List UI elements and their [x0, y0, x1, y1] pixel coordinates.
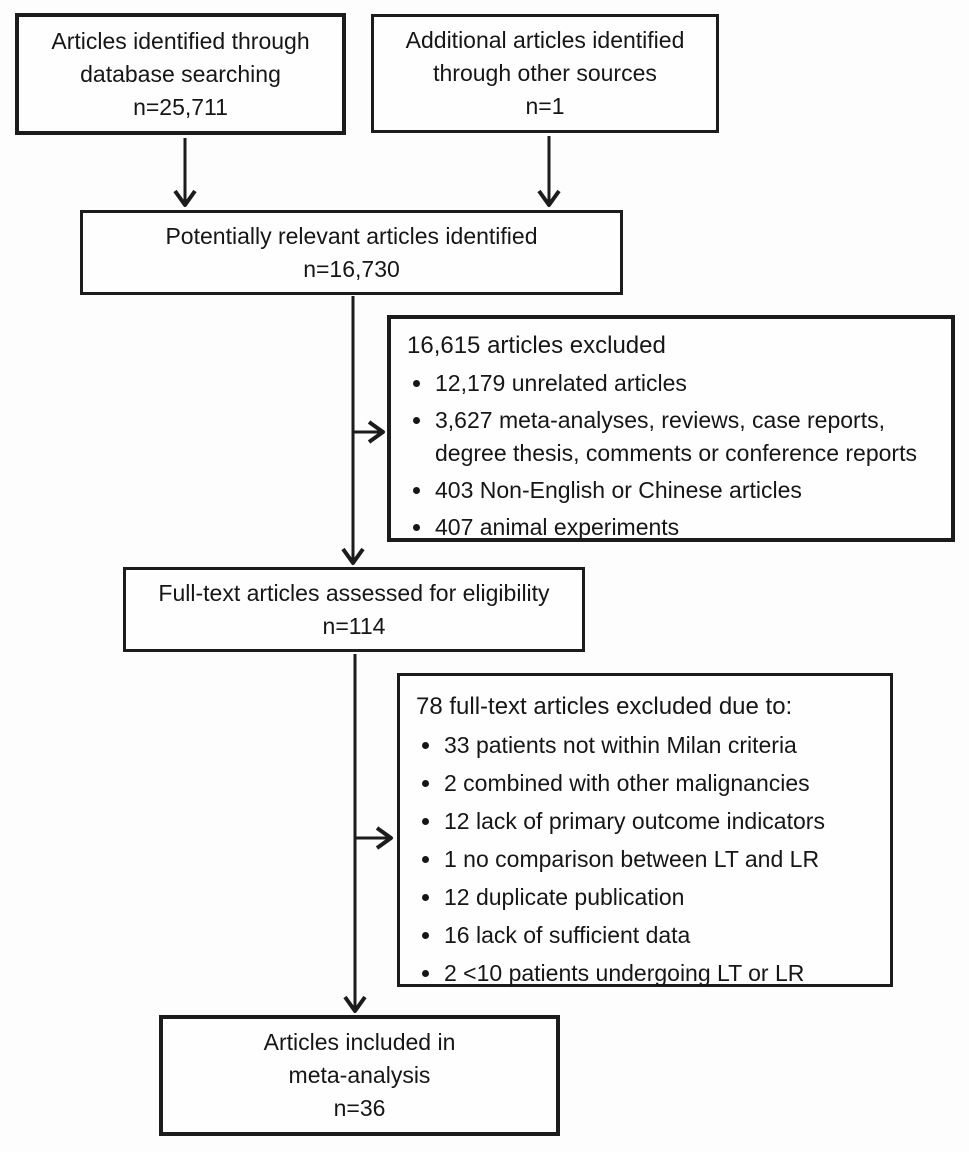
excluded-screening-item: • 403 Non-English or Chinese articles — [434, 474, 939, 507]
excluded-fulltext-item: • 2 combined with other malignancies — [443, 767, 878, 800]
box-fulltext-assessed-count: n=114 — [322, 612, 386, 639]
arrow-branch-to-excluded-screening — [353, 422, 383, 442]
box-included-count: n=36 — [333, 1095, 386, 1121]
excluded-screening-list — [407, 367, 939, 544]
arrow-branch-to-excluded-fulltext — [355, 828, 391, 848]
box-potentially-relevant — [80, 210, 623, 295]
box-database-search-line2: database searching — [80, 60, 281, 87]
box-included-meta-analysis — [159, 1015, 560, 1136]
box-other-sources-count: n=1 — [525, 93, 565, 119]
box-fulltext-assessed — [123, 567, 585, 652]
box-excluded-screening — [387, 315, 955, 542]
excluded-screening-item: • 12,179 unrelated articles — [434, 367, 939, 400]
arrow-potential-to-fulltext — [343, 296, 363, 563]
box-other-sources — [371, 14, 719, 133]
box-excluded-fulltext — [397, 673, 893, 987]
box-excluded-fulltext-header: 78 full-text articles excluded due to: — [416, 693, 793, 720]
excluded-screening-item: • 3,627 meta-analyses, reviews, case reports, degree thesis, comments or conference reports — [434, 404, 939, 470]
excluded-fulltext-item: • 16 lack of sufficient data — [443, 919, 878, 952]
arrow-other-to-potential — [539, 136, 559, 205]
box-other-sources-line1: Additional articles identified — [405, 27, 685, 53]
box-other-sources-line2: through other sources — [433, 60, 657, 86]
box-included-line2: meta-analysis — [288, 1062, 431, 1088]
excluded-fulltext-item: • 12 lack of primary outcome indicators — [443, 805, 878, 838]
box-database-search-count: n=25,711 — [133, 93, 228, 120]
excluded-fulltext-item: • 12 duplicate publication — [443, 881, 878, 914]
excluded-fulltext-list — [416, 729, 878, 990]
box-fulltext-assessed-line1: Full-text articles assessed for eligibility — [158, 579, 550, 606]
excluded-fulltext-item: • 2 <10 patients undergoing LT or LR — [443, 957, 878, 990]
arrow-database-to-potential — [175, 138, 195, 205]
box-included-line1: Articles included in — [263, 1029, 456, 1055]
excluded-fulltext-item: • 33 patients not within Milan criteria — [443, 729, 878, 762]
box-potentially-relevant-count: n=16,730 — [303, 255, 400, 282]
box-excluded-screening-header: 16,615 articles excluded — [407, 332, 666, 359]
box-database-search — [15, 13, 346, 135]
excluded-screening-item: • 407 animal experiments — [434, 511, 939, 544]
arrow-fulltext-to-included — [345, 654, 365, 1011]
excluded-fulltext-item: • 1 no comparison between LT and LR — [443, 843, 878, 876]
box-database-search-line1: Articles identified through — [51, 27, 310, 54]
box-potentially-relevant-line1: Potentially relevant articles identified — [165, 222, 538, 249]
